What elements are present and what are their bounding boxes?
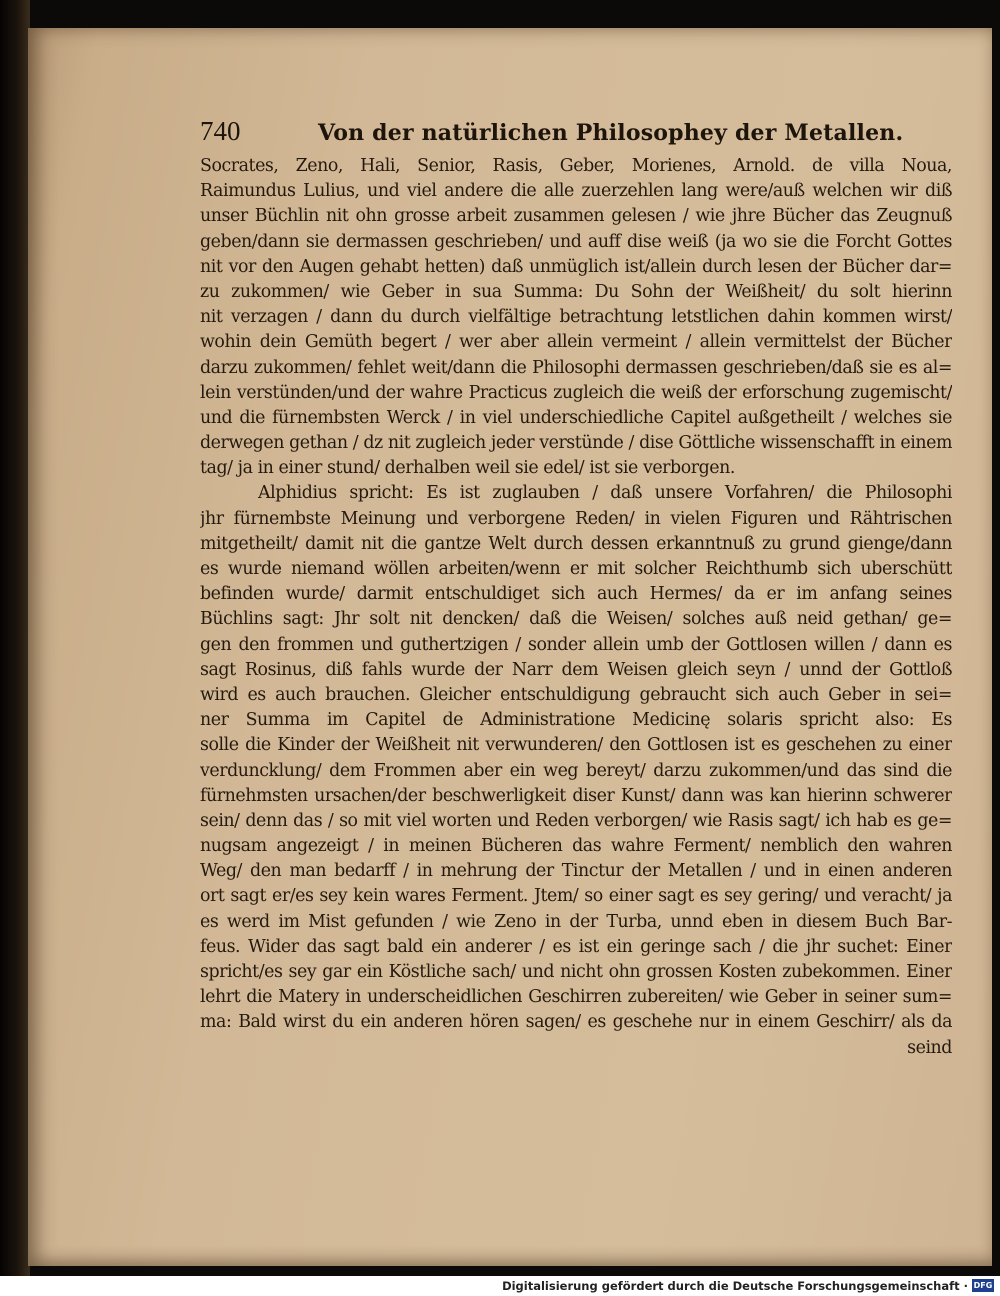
text-line: feus. Wider das sagt bald ein anderer / es ist ein geringe sach / die jhr suchet: Einer [200, 936, 952, 957]
text-line: nit vor den Augen gehabt hetten) daß unmüglich ist/allein durch lesen der Bücher dar= [200, 256, 952, 277]
dfg-logo-icon: DFG [973, 1281, 993, 1290]
text-line: Raimundus Lulius, und viel andere die alle zuerzehlen lang were/auß welchen wir diß [200, 181, 952, 202]
text-line: Alphidius spricht: Es ist zuglauben / daß unsere Vorfahren/ die Philosophi [258, 483, 952, 504]
running-title: Von der natürlichen Philosophey der Metallen. [318, 120, 904, 146]
text-line: tag/ ja in einer stund/ derhalben weil sie edel/ ist sie verborgen. [200, 458, 735, 479]
text-line: lein verstünden/und der wahre Practicus zugleich die weiß der erforschung zugemischt/ [200, 382, 952, 403]
text-line: spricht/es sey gar ein Köstliche sach/ und nicht ohn grossen Kosten zubekommen. Einer [200, 962, 952, 982]
text-line: Büchlins sagt: Jhr solt nit dencken/ daß die Weisen/ solches auß neid gethan/ ge= [200, 609, 952, 630]
text-line: und die fürnembsten Werck / in viel underschiedliche Capitel außgetheilt / welches sie [200, 407, 952, 428]
text-line: befinden wurde/ darmit entschuldiget sich auch Hermes/ da er im anfang seines [200, 584, 952, 605]
body-text [200, 154, 952, 1061]
page-number: 740 [200, 116, 241, 146]
text-line: nugsam angezeigt / in meinen Bücheren das wahre Ferment/ nemblich den wahren [200, 836, 952, 857]
text-line: ma: Bald wirst du ein anderen hören sagen/ es geschehe nur in einem Geschirr/ als da [200, 1012, 952, 1033]
text-line: Socrates, Zeno, Hali, Senior, Rasis, Geber, Morienes, Arnold. de villa Noua, [200, 156, 952, 176]
text-line: verduncklung/ dem Frommen aber ein weg bereyt/ darzu zukommen/und das sind die [200, 760, 952, 781]
text-line: fürnehmsten ursachen/der beschwerligkeit diser Kunst/ dann was kan hierinn schwerer [200, 785, 952, 806]
paper-page [28, 28, 992, 1266]
text-line: darzu zukommen/ fehlet weit/dann die Philosophi dermassen geschrieben/daß sie es al= [200, 357, 952, 378]
text-line: wohin dein Gemüth begert / wer aber allein vermeint / allein vermittelst der Bücher [200, 332, 952, 353]
text-line: mitgetheilt/ damit nit die gantze Welt durch dessen erkanntnuß zu grund gienge/dann [200, 533, 952, 554]
text-line: es wurde niemand wöllen arbeiten/wenn er mit solcher Reichthumb sich uberschütt [200, 559, 952, 579]
digitization-credit: Digitalisierung gefördert durch die Deutsche Forschungsgemeinschaft · [502, 1279, 968, 1293]
text-line: gen den frommen und guthertzigen / sonder allein umb der Gottlosen willen / dann es [200, 634, 952, 655]
text-line: ner Summa im Capitel de Administratione Medicinę solaris spricht also: Es [200, 710, 952, 731]
text-block [200, 116, 952, 1061]
text-line: nit verzagen / dann du durch vielfältige betrachtung letstlichen dahin kommen wirst/ [200, 307, 952, 328]
text-line: sein/ denn das / so mit viel worten und Reden verborgen/ wie Rasis sagt/ ich hab es ge= [200, 810, 952, 831]
book-binding-shadow [0, 0, 30, 1296]
text-line: jhr fürnembste Meinung und verborgene Reden/ in vielen Figuren und Rähtrischen [200, 508, 952, 529]
text-line: derwegen gethan / dz nit zugleich jeder verstünde / dise Göttliche wissenschafft in einem [200, 433, 952, 454]
text-line: Weg/ den man bedarff / in mehrung der Tinctur der Metallen / und in einen anderen [200, 861, 952, 882]
text-line: zu zukommen/ wie Geber in sua Summa: Du Sohn der Weißheit/ du solt hierinn [200, 281, 952, 302]
digitization-credit-bar [0, 1276, 1000, 1296]
text-line: es werd im Mist gefunden / wie Zeno in der Turba, unnd eben in diesem Buch Bar- [200, 911, 952, 932]
text-line: sagt Rosinus, diß fahls wurde der Narr dem Weisen gleich seyn / unnd der Gottloß [200, 659, 952, 680]
running-head [200, 116, 952, 152]
text-line: lehrt die Matery in underscheidlichen Geschirren zubereiten/ wie Geber in seiner sum= [200, 987, 952, 1008]
text-line: ort sagt er/es sey kein wares Ferment. Jtem/ so einer sagt es sey gering/ und veracht/ ja [200, 886, 952, 907]
text-line: wird es auch brauchen. Gleicher entschuldigung gebraucht sich auch Geber in sei= [200, 684, 952, 705]
text-line: unser Büchlin nit ohn grosse arbeit zusammen gelesen / wie jhre Bücher das Zeugnuß [200, 206, 952, 227]
catchword: seind [907, 1037, 952, 1058]
text-line: solle die Kinder der Weißheit nit verwunderen/ den Gottlosen ist es geschehen zu einer [200, 735, 952, 756]
text-line: geben/dann sie dermassen geschrieben/ und auff dise weiß (ja wo sie die Forcht Gottes [200, 231, 952, 252]
